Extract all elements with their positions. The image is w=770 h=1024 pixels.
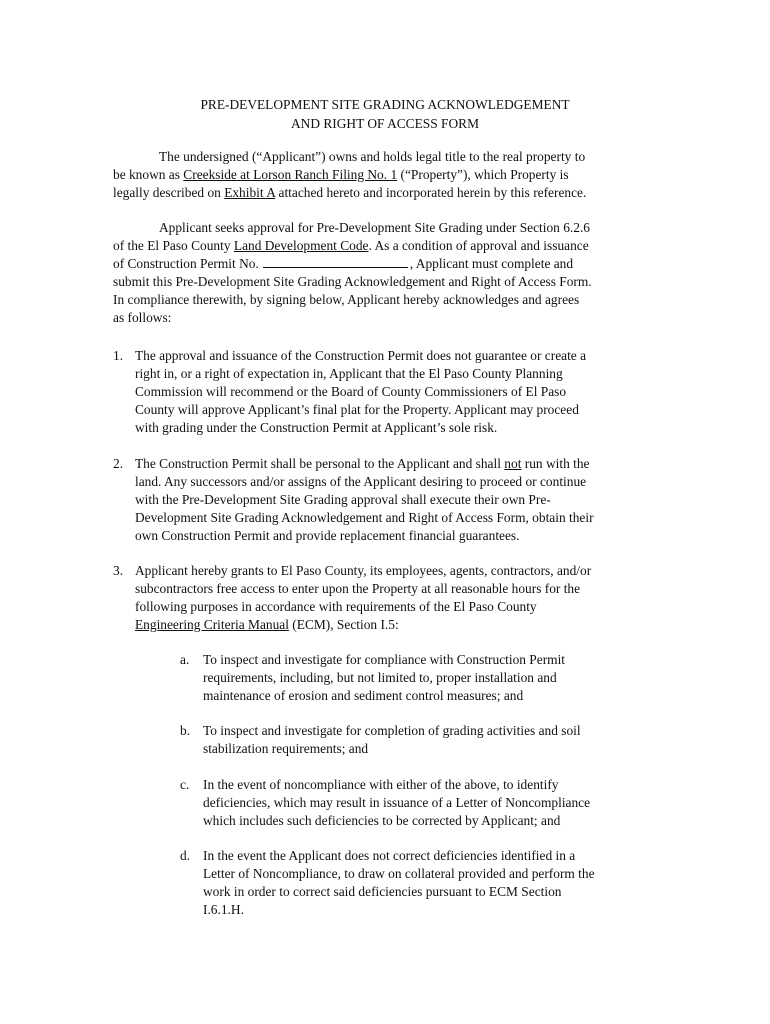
document-title: [0, 95, 770, 133]
document-page: PRE-DEVELOPMENT SITE GRADING ACKNOWLEDGEMENT AND RIGHT OF ACCESS FORM The undersigned (“Applicant”) owns and holds legal title to the real property to be known as Creekside at Lorson Ranch Filing No. 1 (“Property”), which Property is legally described on Exhibit A attached hereto and incorporated herein by this reference. Applicant seeks approval for Pre-Development Site Grading under Section 6.2.6 of the El Paso County Land Development Code. As a condition of approval and issuance of Construction Permit No. , Applicant must complete and submit this Pre-Development Site Grading Acknowledgement and Right of Access Form. In compliance therewith, by signing below, Applicant hereby acknowledges and agrees as follows: 1. The approval and issuance of the Construction Permit does not guarantee or create a right in, or a right of expectation in, Applicant that the El Paso County Planning Commission will recommend or the Board of County Commissioners of El Paso County will approve Applicant’s final plat for the Property. Applicant may proceed with grading under the Construction Permit at Applicant’s sole risk. 2. The Construction Permit shall be personal to the Applicant and shall not run with the land. Any successors and/or assigns of the Applicant desiring to proceed or continue with the Pre-Development Site Grading approval shall execute their own Pre- Development Site Grading Acknowledgement and Right of Access Form, obtain their own Construction Permit and provide replacement financial guarantees. 3. Applicant hereby grants to El Paso County, its employees, agents, contractors, and/or subcontractors free access to enter upon the Property at all reasonable hours for the following purposes in accordance with requirements of the El Paso County Engineering Criteria Manual (ECM), Section I.5: a. To inspect and investigate for compliance with Construction Permit requirements, including, but not limited to, proper installation and maintenance of erosion and sediment control measures; and b. To inspect and investigate for completion of grading activities and soil stabilization requirements; and c. In the event of noncompliance with either of the above, to identify deficiencies, which may result in issuance of a Letter of Noncompliance which includes such deficiencies to be corrected by Applicant; and d. In the event the Applicant does not correct deficiencies identified in a Letter of Noncompliance, to draw on collateral provided and perform the work in order to correct said deficiencies pursuant to ECM Section I.6.1.H.: [0, 0, 770, 1024]
title-line-2: AND RIGHT OF ACCESS FORM: [290, 116, 479, 131]
ecm-reference: Engineering Criteria Manual: [135, 617, 289, 632]
property-name: Creekside at Lorson Ranch Filing No. 1: [183, 167, 398, 182]
not-emphasis: not: [504, 456, 522, 471]
exhibit-a-reference: Exhibit A: [224, 185, 276, 200]
land-development-code-reference: Land Development Code: [233, 238, 369, 253]
seeks-paragraph: Applicant seeks approval for Pre-Development Site Grading under Section 6.2.6 of the El Paso County Land Development Code. As a condition of approval and issuance of Construction Permit No. , Applicant must complete and submit this Pre-Development Site Grading Acknowledgement and Right of Access Form. In compliance therewith, by signing below, Applicant hereby acknowledges and agrees as follows:: [113, 220, 592, 325]
title-line-1: PRE-DEVELOPMENT SITE GRADING ACKNOWLEDGEMENT: [200, 97, 570, 112]
construction-permit-number-field[interactable]: [263, 255, 408, 268]
intro-paragraph: The undersigned (“Applicant”) owns and holds legal title to the real property to be known as Creekside at Lorson Ranch Filing No. 1 (“Property”), which Property is legally described on Exhibit A attached hereto and incorporated herein by this reference.: [113, 149, 587, 200]
